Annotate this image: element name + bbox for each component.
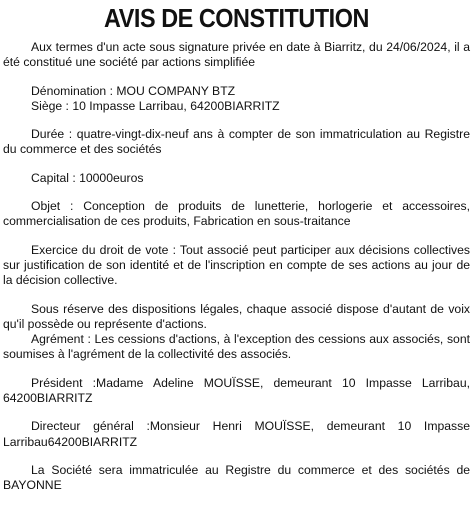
duree-paragraph: Durée : quatre-vingt-dix-neuf ans à compter de son immatriculation au Registre du commerce et des sociétés — [3, 127, 470, 157]
notice-title: AVIS DE CONSTITUTION — [104, 3, 369, 33]
denomination-line: Dénomination : MOU COMPANY BTZ — [31, 83, 236, 98]
directeur-paragraph: Directeur général :Monsieur Henri MOUÏSSE, demeurant 10 Impasse Larribau64200BIARRITZ — [3, 419, 470, 449]
siege-line: Siège : 10 Impasse Larribau, 64200BIARRITZ — [31, 98, 280, 113]
intro-paragraph: Aux termes d'un acte sous signature privée en date à Biarritz, du 24/06/2024, il a été constitué une société par actions simplifiée — [3, 40, 470, 70]
capital-line: Capital : 10000euros — [31, 170, 144, 185]
agrement-paragraph: Agrément : Les cessions d'actions, à l'exception des cessions aux associés, sont soumises à l'agrément de la collectivité des associés. — [3, 332, 470, 362]
immatriculation-paragraph: La Société sera immatriculée au Registre du commerce et des sociétés de BAYONNE — [3, 462, 470, 493]
vote-paragraph: Exercice du droit de vote : Tout associé peut participer aux décisions collectives sur justification de son identité et de l'inscription en compte de ses actions au jour de la décision collective. — [3, 242, 470, 288]
president-paragraph: Président :Madame Adeline MOUÏSSE, demeurant 10 Impasse Larribau, 64200BIARRITZ — [3, 375, 470, 406]
reserve-paragraph: Sous réserve des dispositions légales, chaque associé dispose d'autant de voix qu'il possède ou représente d'actions. — [3, 301, 470, 331]
objet-paragraph: Objet : Conception de produits de lunetterie, horlogerie et accessoires, commercialisation de ces produits, Fabrication en sous-traitance — [3, 199, 470, 229]
